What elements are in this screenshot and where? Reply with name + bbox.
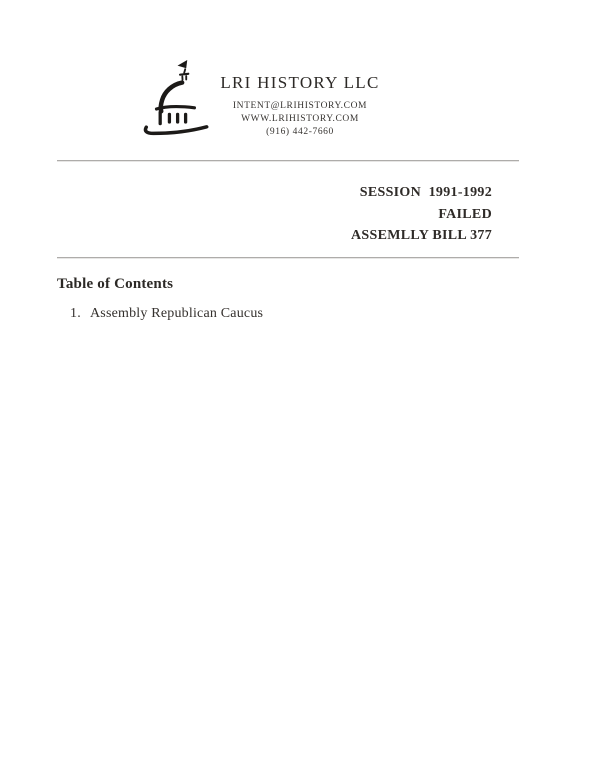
toc-list [70, 306, 263, 322]
toc-item-number: 1. [70, 306, 81, 321]
case-info-block [351, 182, 492, 247]
divider-bottom [57, 257, 519, 259]
letterhead [0, 73, 600, 139]
toc-heading: Table of Contents [57, 276, 174, 292]
toc-item [70, 306, 263, 322]
company-website: WWW.LRIHISTORY.COM [241, 114, 359, 124]
bill-status: FAILED [438, 206, 492, 222]
company-email: INTENT@LRIHISTORY.COM [232, 101, 368, 111]
company-name: LRI HISTORY LLC [220, 73, 380, 92]
bill-number: ASSEMLLY BILL 377 [350, 228, 492, 243]
toc-item-label: Assembly Republican Caucus [90, 306, 264, 321]
session-label: SESSION 1991-1992 [359, 185, 492, 200]
divider-top [57, 160, 519, 162]
company-phone: (916) 442-7660 [266, 127, 334, 137]
